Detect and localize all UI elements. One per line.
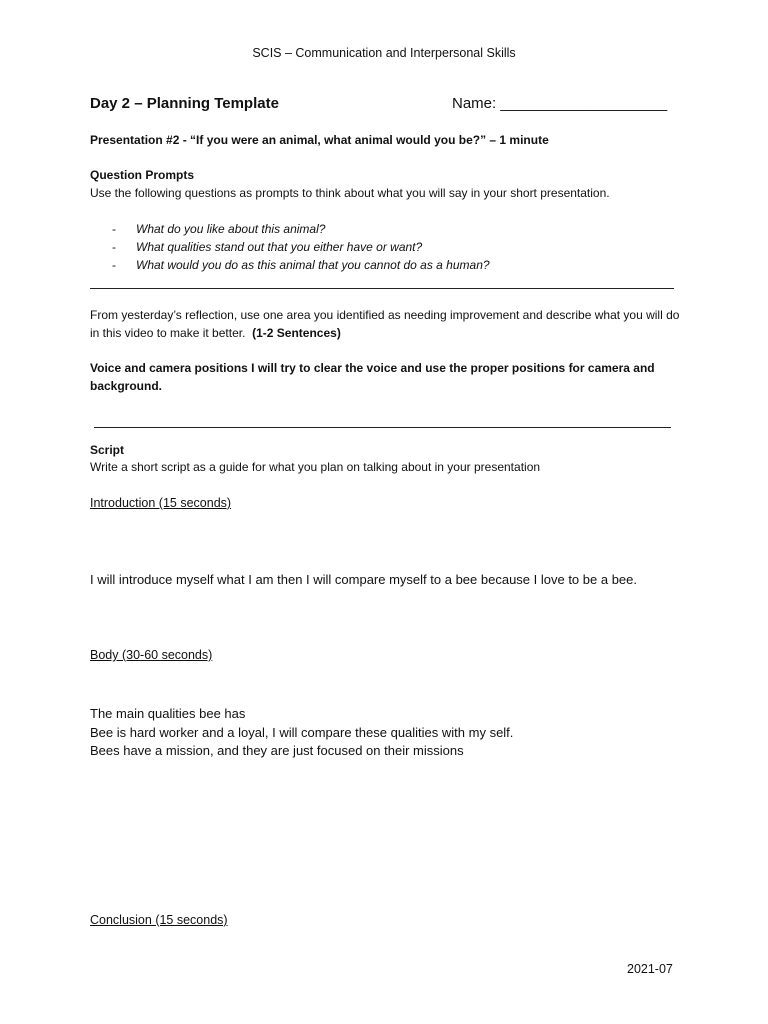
script-description: Write a short script as a guide for what you plan on talking about in your presentation <box>90 460 541 474</box>
script-heading: Script <box>90 443 125 457</box>
body-line: Bees have a mission, and they are just focused on their missions <box>90 743 464 758</box>
dash-bullet: - <box>112 240 116 254</box>
answer-underline <box>90 288 674 289</box>
course-header: SCIS – Communication and Interpersonal Skills <box>252 46 516 60</box>
body-line: The main qualities bee has <box>90 706 246 721</box>
voice-camera-answer: Voice and camera positions I will try to clear the voice and use the proper positions for camera and background. <box>90 361 655 393</box>
body-heading: Body (30-60 seconds) <box>90 648 213 662</box>
question-prompts-list <box>112 220 490 274</box>
dash-bullet: - <box>112 222 116 236</box>
list-item <box>112 256 490 274</box>
reflection-text: From yesterday’s reflection, use one area you identified as needing improvement and describe what you will do in this video to make it better. <box>90 308 680 340</box>
prompt-text: What qualities stand out that you either have or want? <box>136 240 423 254</box>
prompt-text: What would you do as this animal that you cannot do as a human? <box>136 258 490 272</box>
page-title: Day 2 – Planning Template <box>90 95 279 112</box>
question-prompts-description: Use the following questions as prompts to think about what you will say in your short presentation. <box>90 186 610 200</box>
body-text <box>90 705 513 761</box>
list-item <box>112 238 490 256</box>
dash-bullet: - <box>112 258 116 272</box>
answer-underline <box>94 427 671 428</box>
conclusion-heading: Conclusion (15 seconds) <box>90 913 228 927</box>
introduction-text: I will introduce myself what I am then I will compare myself to a bee because I love to be a bee. <box>90 572 637 587</box>
body-line: Bee is hard worker and a loyal, I will compare these qualities with my self. <box>90 724 514 740</box>
name-field-label: Name: ____________________ <box>452 95 668 112</box>
presentation-topic: Presentation #2 - “If you were an animal, what animal would you be?” – 1 minute <box>90 133 549 147</box>
document-code: 2021-07 <box>627 962 673 976</box>
reflection-prompt <box>90 306 690 342</box>
introduction-heading: Introduction (15 seconds) <box>90 496 232 510</box>
reflection-note: (1-2 Sentences) <box>252 326 341 340</box>
question-prompts-heading: Question Prompts <box>90 168 195 182</box>
list-item <box>112 220 490 238</box>
prompt-text: What do you like about this animal? <box>136 222 326 236</box>
